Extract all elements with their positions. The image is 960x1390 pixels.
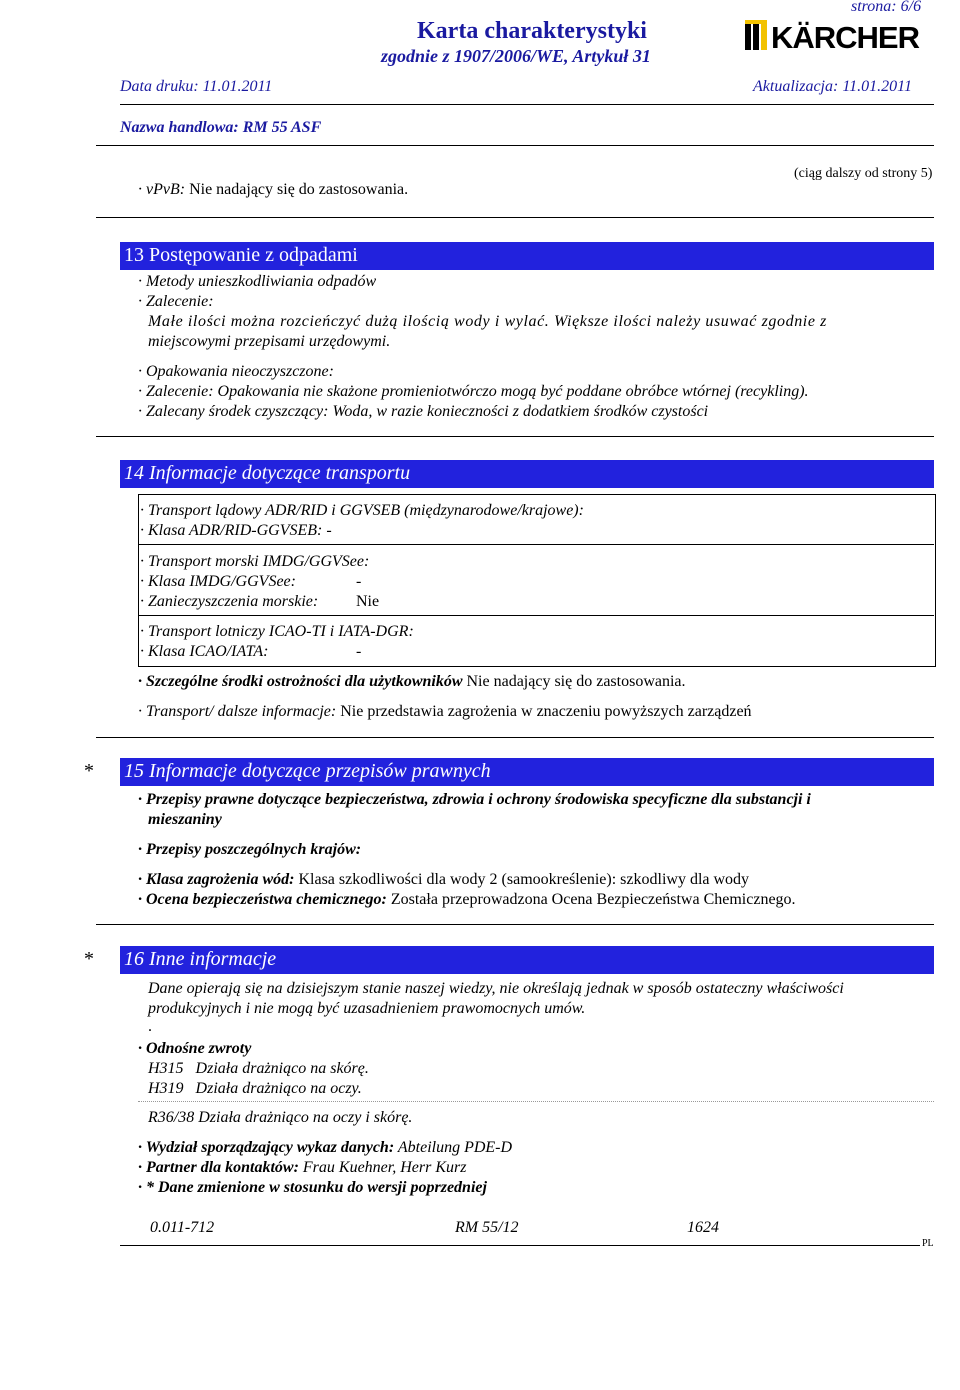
trade-name: Nazwa handlowa: RM 55 ASF [120, 119, 322, 136]
s16-dot: . [148, 1018, 152, 1035]
air-transport-class-value: - [356, 643, 362, 660]
section-13-title: 13 Postępowanie z odpadami [124, 244, 358, 266]
transport-further-info: · Transport/ dalsze informacje: Nie przedstawia zagrożenia w znaczeniu powyższych zarządzeń [138, 703, 752, 720]
marine-pollutant-label: · Zanieczyszczenia morskie: [140, 593, 319, 610]
air-transport-class-label: · Klasa ICAO/IATA: [140, 643, 269, 660]
s16-contact: · Partner dla kontaktów: Frau Kuehner, Herr Kurz [138, 1159, 467, 1176]
section-15-title: 15 Informacje dotyczące przepisów prawnych [124, 760, 491, 782]
s15-national-regulations: · Przepisy poszczególnych krajów: [138, 841, 362, 858]
s13-packaging-title: · Opakowania nieoczyszczone: [138, 363, 334, 380]
s16-department: · Wydział sporządzający wykaz danych: Abteilung PDE-D [138, 1139, 513, 1156]
footer-code-1: 0.011-712 [150, 1219, 215, 1236]
transport-row-divider [138, 544, 934, 545]
vpvb-line: · vPvB: Nie nadający się do zastosowania. [138, 181, 409, 198]
land-transport-title: · Transport lądowy ADR/RID i GGVSEB (międzynarodowe/krajowe): [140, 502, 584, 519]
s15-chemical-safety: · Ocena bezpieczeństwa chemicznego: Została przeprowadzona Ocena Bezpieczeństwa Chemicznego. [138, 891, 796, 908]
s16-changed-note: · * Dane zmienione w stosunku do wersji poprzedniej [138, 1179, 487, 1196]
changed-marker: * [84, 760, 94, 782]
s16-disclaimer: Dane opierają się na dzisiejszym stanie naszej wiedzy, nie określają jednak w sposób ostateczny właściwości [148, 980, 844, 997]
sea-transport-class-value: - [356, 573, 362, 590]
s16-r3638: R36/38 Działa drażniąco na oczy i skórę. [148, 1109, 413, 1126]
section-14-title: 14 Informacje dotyczące transportu [124, 462, 411, 484]
s13-recommendation-label: · Zalecenie: [138, 293, 214, 310]
karcher-logo [745, 18, 948, 52]
marine-pollutant-value: Nie [356, 593, 380, 610]
s13-packaging-recommendation: · Zalecenie: Opakowania nie skażone promieniotwórczo mogą być poddane obróbce wtórnej (recykling). [138, 383, 809, 400]
section-divider [96, 436, 934, 437]
air-transport-title: · Transport lotniczy ICAO-TI i IATA-DGR: [140, 623, 414, 640]
section-16-title: 16 Inne informacje [124, 948, 277, 970]
page-number: strona: 6/6 [851, 0, 922, 15]
changed-marker: * [84, 948, 94, 970]
logo-wordmark: KÄRCHER [771, 20, 919, 52]
s13-recommendation-text-2: miejscowymi przepisami urzędowymi. [148, 333, 391, 350]
section-divider [96, 217, 934, 218]
transport-row-divider [138, 615, 934, 616]
footer-code-3: 1624 [687, 1219, 719, 1236]
s16-h319: H319 Działa drażniąco na oczy. [148, 1080, 362, 1097]
s16-disclaimer-2: produkcyjnych i nie mogą być uzasadnieniem prawomocnych umów. [148, 1000, 586, 1017]
continuation-note: (ciąg dalszy od strony 5) [794, 166, 933, 181]
update-date: Aktualizacja: 11.01.2011 [753, 78, 912, 95]
special-precautions: · Szczególne środki ostrożności dla użytkowników Nie nadający się do zastosowania. [138, 673, 686, 690]
s16-h315: H315 Działa drażniąco na skórę. [148, 1060, 369, 1077]
section-divider [96, 737, 934, 738]
s15-water-hazard: · Klasa zagrożenia wód: Klasa szkodliwości dla wody 2 (samookreślenie): szkodliwy dla wody [138, 871, 750, 888]
footer-language: PL [922, 1238, 934, 1249]
document-subtitle: zgodnie z 1907/2006/WE, Artykuł 31 [381, 46, 651, 66]
s13-disposal-methods: · Metody unieszkodliwiania odpadów [138, 273, 377, 290]
sea-transport-class-label: · Klasa IMDG/GGVSee: [140, 573, 296, 590]
header-divider [120, 104, 934, 105]
s13-cleaning-agent: · Zalecany środek czyszczący: Woda, w razie konieczności z dodatkiem środków czystości [138, 403, 709, 420]
trade-name-divider [96, 145, 934, 146]
sea-transport-title: · Transport morski IMDG/GGVSee: [140, 553, 370, 570]
land-transport-class: · Klasa ADR/RID-GGVSEB: - [140, 522, 332, 539]
dotted-separator [138, 1101, 934, 1102]
footer-code-2: RM 55/12 [455, 1219, 519, 1236]
section-divider [96, 924, 934, 925]
s15-regulations-2: mieszaniny [148, 811, 222, 828]
document-title: Karta charakterystyki [417, 18, 647, 44]
s13-recommendation-text: Małe ilości można rozcieńczyć dużą ilością wody i wylać. Większe ilości należy usuwać zgodnie z [148, 313, 827, 330]
footer-rule [120, 1245, 920, 1246]
print-date: Data druku: 11.01.2011 [120, 78, 273, 95]
s15-regulations: · Przepisy prawne dotyczące bezpieczeństwa, zdrowia i ochrony środowiska specyficzne dla substancji i [138, 791, 811, 808]
s16-relevant-phrases: · Odnośne zwroty [138, 1040, 252, 1057]
